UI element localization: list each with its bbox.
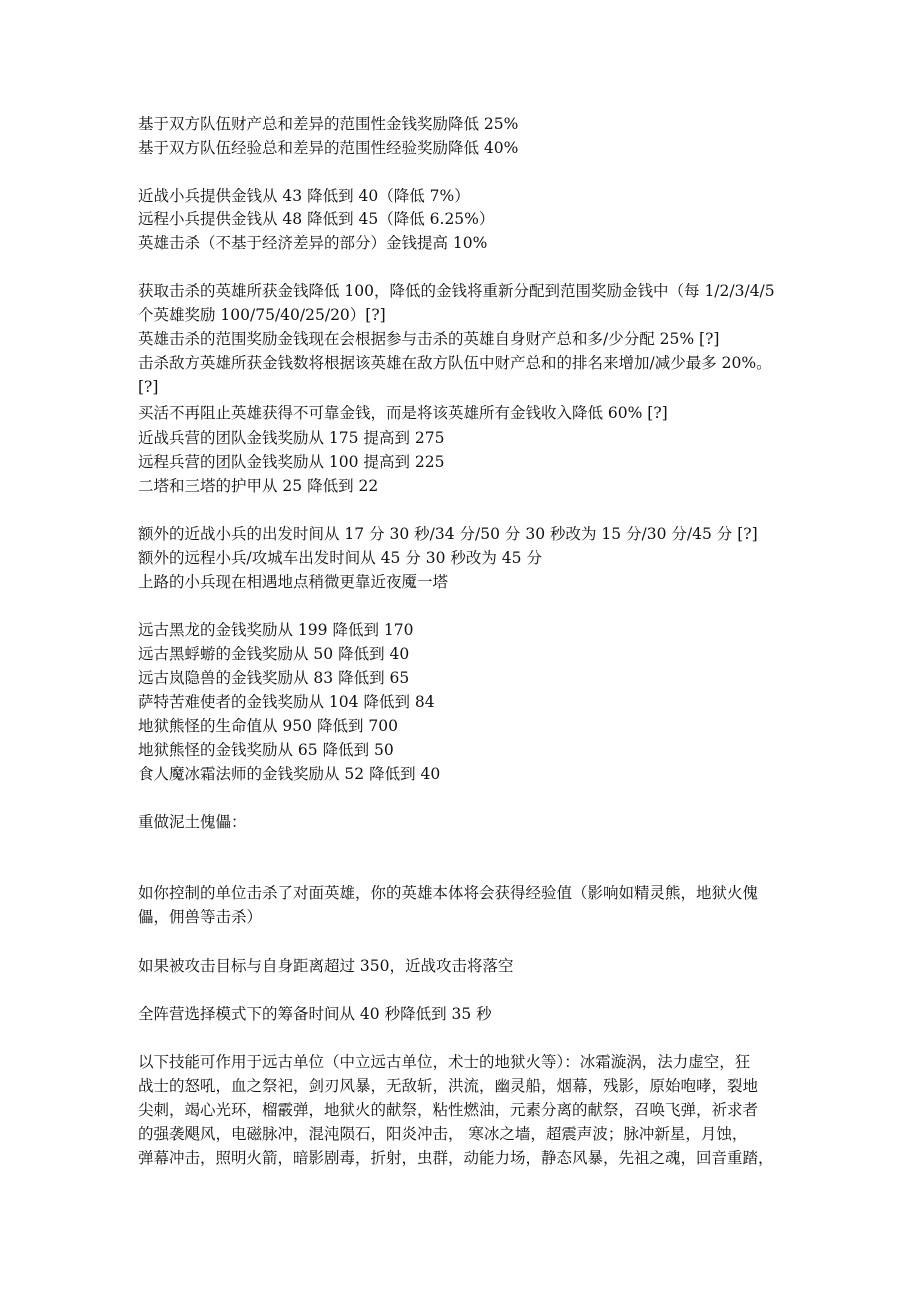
text-line: 食人魔冰霜法师的金钱奖励从 52 降低到 40 bbox=[138, 765, 441, 783]
text-line: 儡，佣兽等击杀） bbox=[138, 908, 263, 926]
text-line: 如你控制的单位击杀了对面英雄，你的英雄本体将会获得经验值（影响如精灵熊，地狱火傀 bbox=[138, 884, 759, 902]
text-line: 英雄击杀的范围奖励金钱现在会根据参与击杀的英雄自身财产总和多/少分配 25% [?] bbox=[138, 330, 720, 348]
text-line: 额外的近战小兵的出发时间从 17 分 30 秒/34 分/50 分 30 秒改为 15 分/30 分/45 分 [?] bbox=[138, 525, 758, 543]
text-line: 地狱熊怪的金钱奖励从 65 降低到 50 bbox=[138, 741, 394, 759]
text-line: 的强袭飓风，电磁脉冲，混沌陨石，阳炎冲击， 寒冰之墙，超震声波；脉冲新星，月蚀， bbox=[138, 1125, 748, 1143]
text-line: 如果被攻击目标与自身距离超过 350，近战攻击将落空 bbox=[138, 957, 514, 975]
text-line: 击杀敌方英雄所获金钱数将根据该英雄在敌方队伍中财产总和的排名来增加/减少最多 20%。 bbox=[138, 354, 772, 372]
text-line: 远古黑龙的金钱奖励从 199 降低到 170 bbox=[138, 621, 414, 639]
text-line: 近战兵营的团队金钱奖励从 175 提高到 275 bbox=[138, 429, 445, 447]
text-line: 全阵营选择模式下的筹备时间从 40 秒降低到 35 秒 bbox=[138, 1005, 492, 1023]
text-line: 尖刺，竭心光环，榴霰弹，地狱火的献祭，粘性燃油，元素分离的献祭，召唤飞弹，祈求者 bbox=[138, 1101, 759, 1119]
section-heading: 重做泥土傀儡： bbox=[138, 813, 247, 831]
text-line: [?] bbox=[138, 378, 159, 396]
text-line: 地狱熊怪的生命值从 950 降低到 700 bbox=[138, 717, 398, 735]
text-line: 远程兵营的团队金钱奖励从 100 提高到 225 bbox=[138, 453, 445, 471]
text-line: 以下技能可作用于远古单位（中立远古单位，术士的地狱火等）：冰霜漩涡，法力虚空，狂 bbox=[138, 1053, 751, 1071]
text-line: 萨特苦难使者的金钱奖励从 104 降低到 84 bbox=[138, 693, 435, 711]
text-line: 额外的远程小兵/攻城车出发时间从 45 分 30 秒改为 45 分 bbox=[138, 549, 542, 567]
text-line: 基于双方队伍财产总和差异的范围性金钱奖励降低 25% bbox=[138, 115, 519, 133]
text-line: 个英雄奖励 100/75/40/25/20）[?] bbox=[138, 306, 386, 324]
text-line: 远古黑蜉蝣的金钱奖励从 50 降低到 40 bbox=[138, 645, 410, 663]
text-line: 基于双方队伍经验总和差异的范围性经验奖励降低 40% bbox=[138, 139, 519, 157]
text-line: 远古岚隐兽的金钱奖励从 83 降低到 65 bbox=[138, 669, 410, 687]
text-line: 近战小兵提供金钱从 43 降低到 40（降低 7%） bbox=[138, 187, 470, 205]
text-line: 远程小兵提供金钱从 48 降低到 45（降低 6.25%） bbox=[138, 210, 495, 228]
text-line: 上路的小兵现在相遇地点稍微更靠近夜魇一塔 bbox=[138, 573, 449, 591]
text-line: 获取击杀的英雄所获金钱降低 100，降低的金钱将重新分配到范围奖励金钱中（每 1/2/3/4/5 bbox=[138, 282, 775, 300]
text-line: 弹幕冲击，照明火箭，暗影剧毒，折射，虫群，动能力场，静态风暴，先祖之魂，回音重踏， bbox=[138, 1149, 774, 1167]
text-line: 战士的怒吼，血之祭祀，剑刃风暴，无敌斩，洪流，幽灵船，烟幕，残影，原始咆哮，裂地 bbox=[138, 1077, 759, 1095]
text-line: 英雄击杀（不基于经济差异的部分）金钱提高 10% bbox=[138, 234, 488, 252]
text-line: 二塔和三塔的护甲从 25 降低到 22 bbox=[138, 477, 379, 495]
text-line: 买活不再阻止英雄获得不可靠金钱，而是将该英雄所有金钱收入降低 60% [?] bbox=[138, 404, 668, 422]
